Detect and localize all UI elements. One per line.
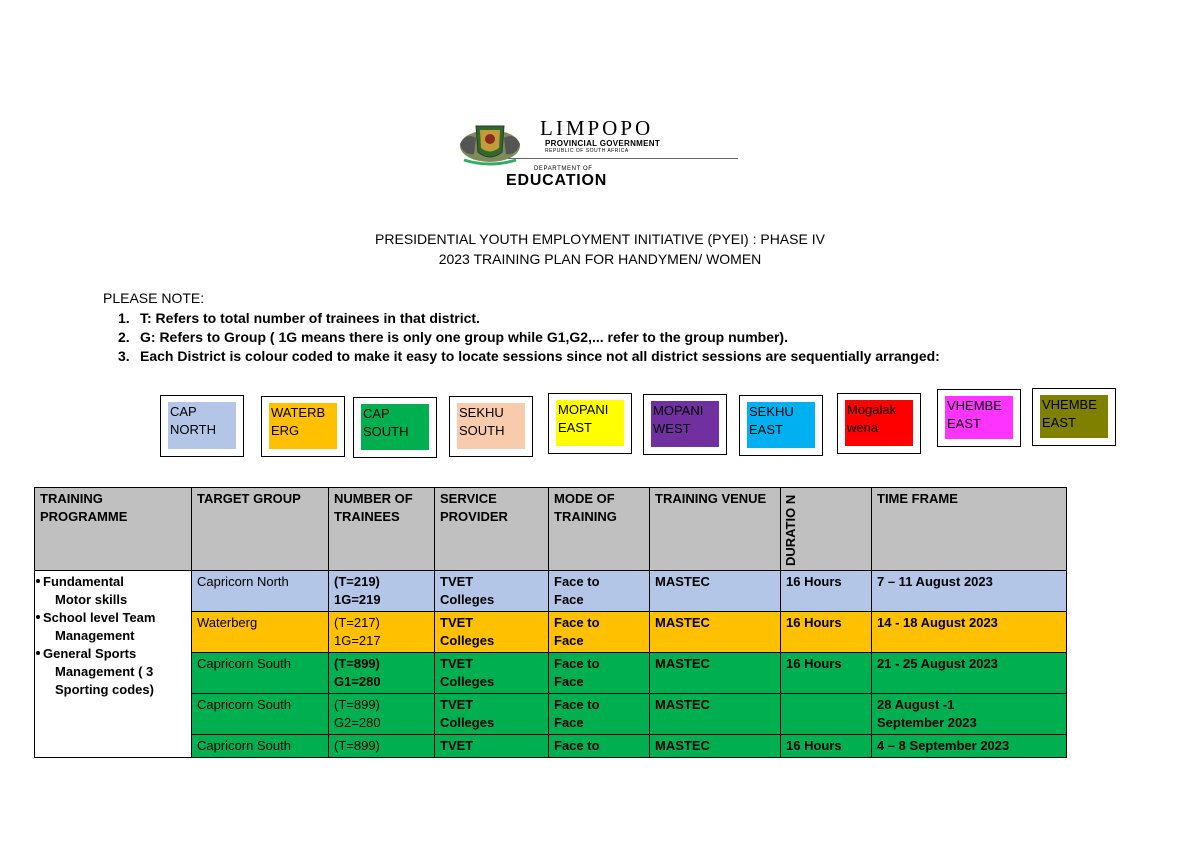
venue-cell: MASTEC [650, 612, 781, 653]
notes-heading: PLEASE NOTE: [103, 290, 205, 306]
logo-department: DEPARTMENT OF [534, 166, 593, 172]
logo-subtitle: PROVINCIAL GOVERNMENT [545, 139, 661, 148]
trainees-cell: (T=899) G1=280 [329, 653, 435, 694]
timeframe-cell: 21 - 25 August 2023 [872, 653, 1067, 694]
timeframe-cell: 7 – 11 August 2023 [872, 571, 1067, 612]
venue-cell: MASTEC [650, 571, 781, 612]
trainees-cell: (T=217) 1G=217 [329, 612, 435, 653]
header-duration: DURATIO N [781, 488, 872, 571]
duration-cell: 16 Hours [781, 653, 872, 694]
table-header-row [35, 488, 1067, 571]
mode-cell: Face to Face [549, 653, 650, 694]
logo-divider [508, 158, 738, 159]
legend-mogalakwena: Mogalak wena [837, 393, 921, 454]
mode-cell: Face to Face [549, 571, 650, 612]
limpopo-logo [448, 112, 738, 198]
legend-mopani-west: MOPANI WEST [643, 394, 727, 455]
page-subtitle: 2023 TRAINING PLAN FOR HANDYMEN/ WOMEN [438, 251, 762, 267]
trainees-cell: (T=219) 1G=219 [329, 571, 435, 612]
mode-cell: Face to [549, 735, 650, 758]
legend-sekhu-east: SEKHU EAST [739, 395, 823, 456]
legend-sekhu-south: SEKHU SOUTH [449, 396, 533, 457]
header-number: NUMBER OF TRAINEES [329, 488, 435, 571]
duration-cell: 16 Hours [781, 735, 872, 758]
timeframe-cell: 4 – 8 September 2023 [872, 735, 1067, 758]
venue-cell: MASTEC [650, 653, 781, 694]
provider-cell: TVET [435, 735, 549, 758]
legend-mopani-east: MOPANI EAST [548, 393, 632, 454]
logo-education: EDUCATION [506, 172, 608, 189]
legend-cap-north: CAP NORTH [160, 395, 244, 457]
mode-cell: Face to Face [549, 694, 650, 735]
notes-list [118, 309, 1078, 366]
legend-vhembe-east: VHEMBE EAST [937, 389, 1021, 447]
provider-cell: TVET Colleges [435, 571, 549, 612]
note-item: 3. Each District is colour coded to make it easy to locate sessions since not all district sessions are sequentially arranged: [118, 348, 940, 364]
duration-cell: 16 Hours [781, 612, 872, 653]
target-cell: Waterberg [192, 612, 329, 653]
logo-country: REPUBLIC OF SOUTH AFRICA [545, 148, 629, 154]
logo-brand: LIMPOPO [540, 116, 654, 140]
target-cell: Capricorn South [192, 735, 329, 758]
timeframe-cell: 28 August -1 September 2023 [872, 694, 1067, 735]
note-item: 1. T: Refers to total number of trainees in that district. [118, 310, 480, 326]
header-venue: TRAINING VENUE [650, 488, 781, 571]
mode-cell: Face to Face [549, 612, 650, 653]
target-cell: Capricorn South [192, 694, 329, 735]
provider-cell: TVET Colleges [435, 612, 549, 653]
venue-cell: MASTEC [650, 735, 781, 758]
note-item: 2. G: Refers to Group ( 1G means there is only one group while G1,G2,... refer to the group number). [118, 329, 788, 345]
header-timeframe: TIME FRAME [872, 488, 1067, 571]
target-cell: Capricorn North [192, 571, 329, 612]
programme-cell: Fundamental Motor skills School level Team Management General Sports Management ( 3 Sporting codes) [35, 571, 192, 758]
table-row [35, 571, 1067, 612]
venue-cell: MASTEC [650, 694, 781, 735]
header-target: TARGET GROUP [192, 488, 329, 571]
timeframe-cell: 14 - 18 August 2023 [872, 612, 1067, 653]
duration-cell: 16 Hours [781, 571, 872, 612]
provider-cell: TVET Colleges [435, 653, 549, 694]
duration-cell [781, 694, 872, 735]
target-cell: Capricorn South [192, 653, 329, 694]
trainees-cell: (T=899) G2=280 [329, 694, 435, 735]
training-plan-table [34, 487, 1067, 758]
header-provider: SERVICE PROVIDER [435, 488, 549, 571]
header-mode: MODE OF TRAINING [549, 488, 650, 571]
legend-waterberg: WATERB ERG [261, 396, 345, 457]
coat-of-arms-icon [454, 118, 526, 168]
trainees-cell: (T=899) [329, 735, 435, 758]
header-programme: TRAINING PROGRAMME [35, 488, 192, 571]
page-title: PRESIDENTIAL YOUTH EMPLOYMENT INITIATIVE (PYEI) : PHASE IV [375, 231, 825, 247]
legend-vhembe-east-2: VHEMBE EAST [1032, 388, 1116, 446]
legend-cap-south: CAP SOUTH [353, 397, 437, 458]
provider-cell: TVET Colleges [435, 694, 549, 735]
